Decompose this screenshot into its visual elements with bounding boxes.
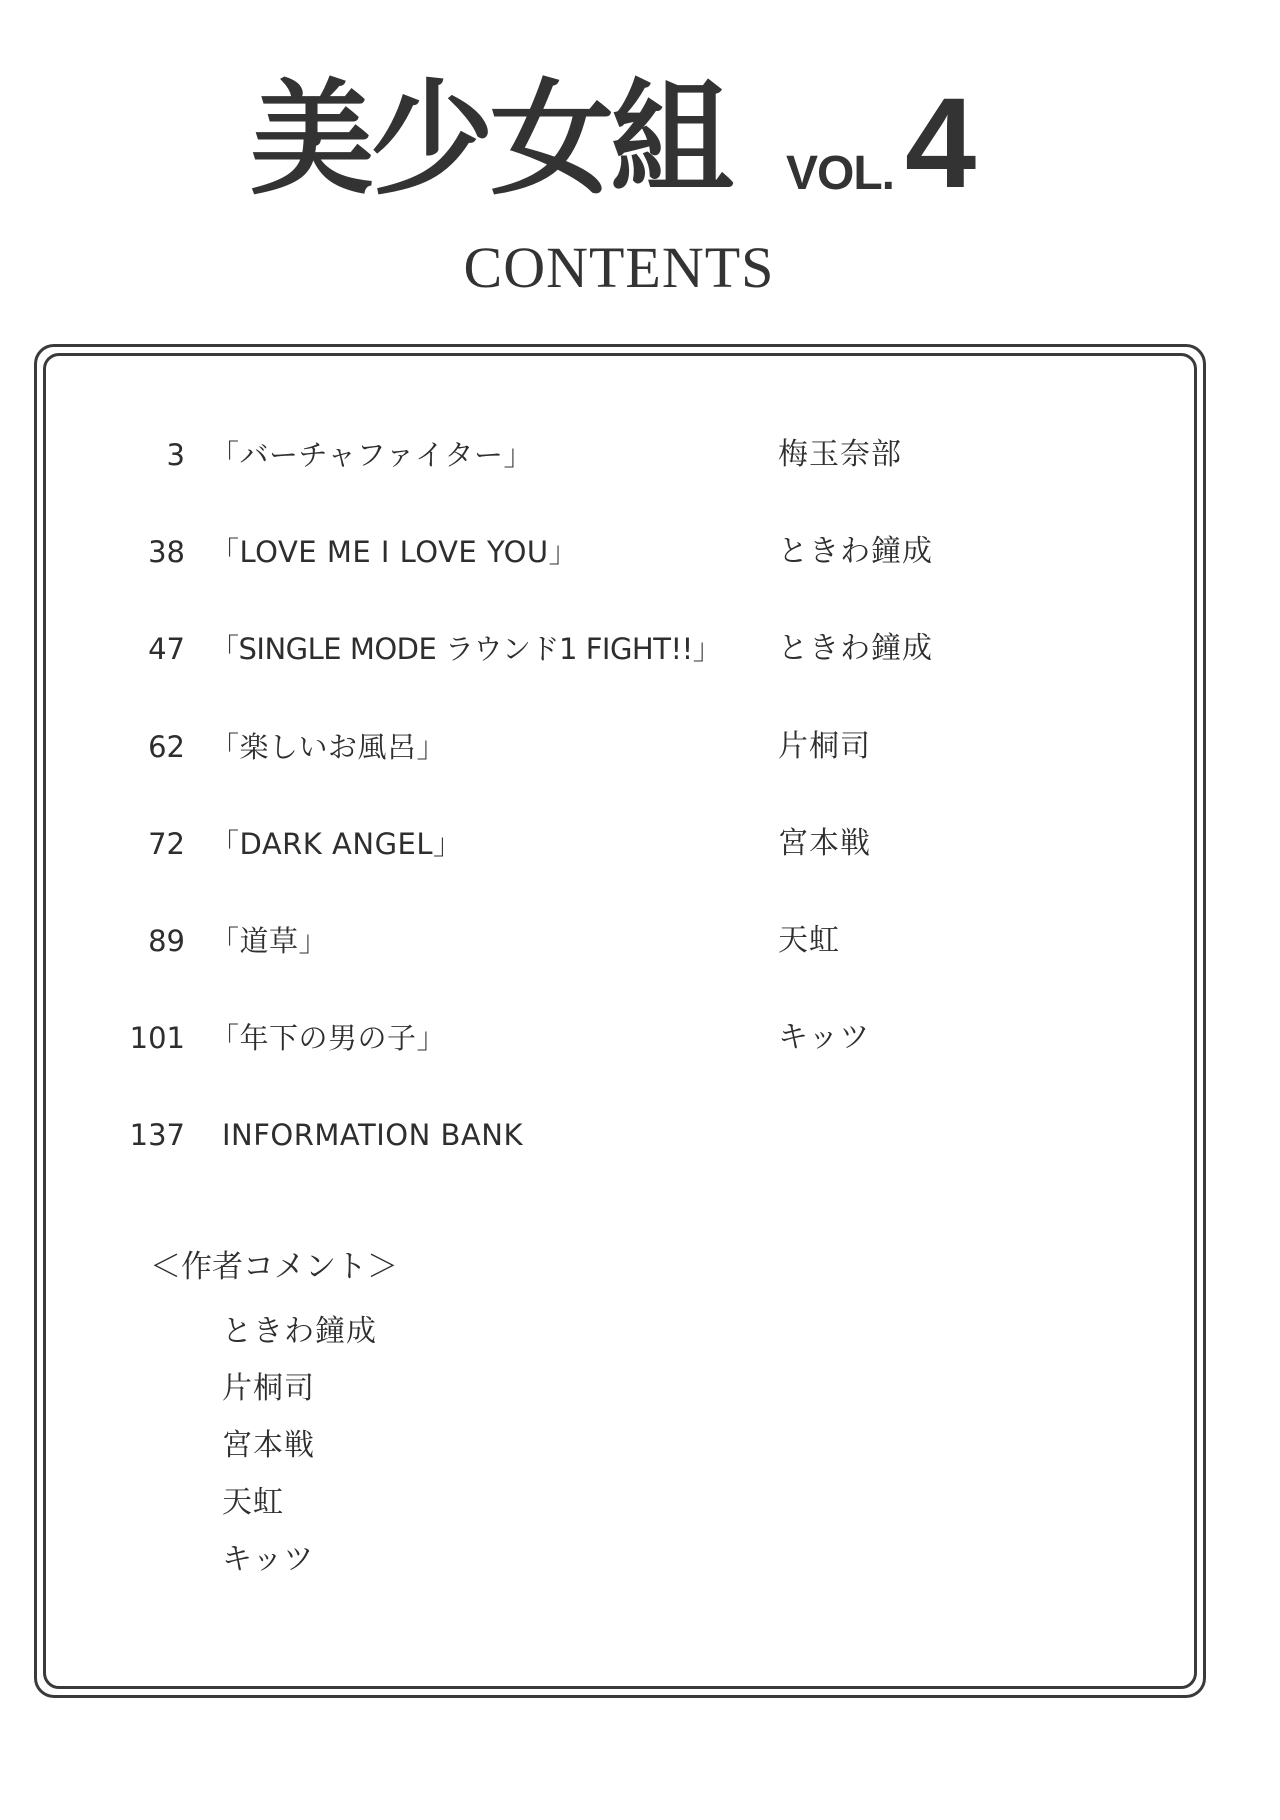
toc-page-number: 89 [148, 924, 185, 958]
toc-author: 片桐司 [778, 729, 871, 764]
contents-heading: CONTENTS [463, 235, 775, 300]
toc-page-number: 38 [148, 535, 185, 569]
toc-row [0, 820, 1280, 868]
comment-row [0, 1310, 700, 1354]
comment-author: 宮本戦 [222, 1428, 315, 1463]
toc-page-number: 62 [148, 730, 185, 764]
toc-title: 「DARK ANGEL」 [210, 827, 463, 861]
toc-row [0, 431, 1280, 479]
toc-author: 天虹 [778, 923, 840, 958]
book-title-text: 美少女組 [250, 68, 731, 212]
toc-author: 梅玉奈部 [778, 437, 902, 472]
toc-title: 「SINGLE MODE ラウンド1 FIGHT!!」 [210, 632, 722, 666]
toc-page-number: 72 [148, 827, 185, 861]
toc-author: ときわ鐘成 [778, 631, 933, 666]
toc-title: 「楽しいお風呂」 [210, 730, 447, 764]
toc-row [0, 1111, 1280, 1159]
volume-label: VOL. [786, 147, 895, 200]
comment-row [0, 1538, 700, 1582]
comment-row [0, 1481, 700, 1525]
comment-row [0, 1367, 700, 1411]
toc-page-number: 47 [148, 632, 185, 666]
toc-title: INFORMATION BANK [222, 1118, 523, 1152]
toc-title: 「道草」 [210, 924, 329, 958]
toc-row [0, 528, 1280, 576]
comment-author: キッツ [222, 1542, 315, 1577]
comment-author: ときわ鐘成 [222, 1314, 377, 1349]
toc-author: 宮本戦 [778, 826, 871, 861]
toc-title: 「年下の男の子」 [210, 1021, 447, 1055]
toc-author: キッツ [778, 1020, 871, 1055]
book-title [0, 66, 1280, 216]
author-comments-heading: ＜作者コメント＞ [150, 1249, 398, 1285]
toc-row [0, 723, 1280, 771]
toc-row [0, 1014, 1280, 1062]
toc-title: 「LOVE ME I LOVE YOU」 [210, 535, 579, 569]
toc-page-number: 137 [129, 1118, 185, 1152]
toc-row [0, 625, 1280, 673]
toc-row [0, 917, 1280, 965]
toc-page-number: 3 [166, 438, 185, 472]
comment-author: 天虹 [222, 1485, 284, 1520]
toc-author: ときわ鐘成 [778, 534, 933, 569]
toc-title: 「バーチャファイター」 [210, 438, 534, 472]
comment-author: 片桐司 [222, 1371, 315, 1406]
toc-page-number: 101 [129, 1021, 185, 1055]
comment-row [0, 1424, 700, 1468]
volume-number: 4 [905, 72, 977, 215]
